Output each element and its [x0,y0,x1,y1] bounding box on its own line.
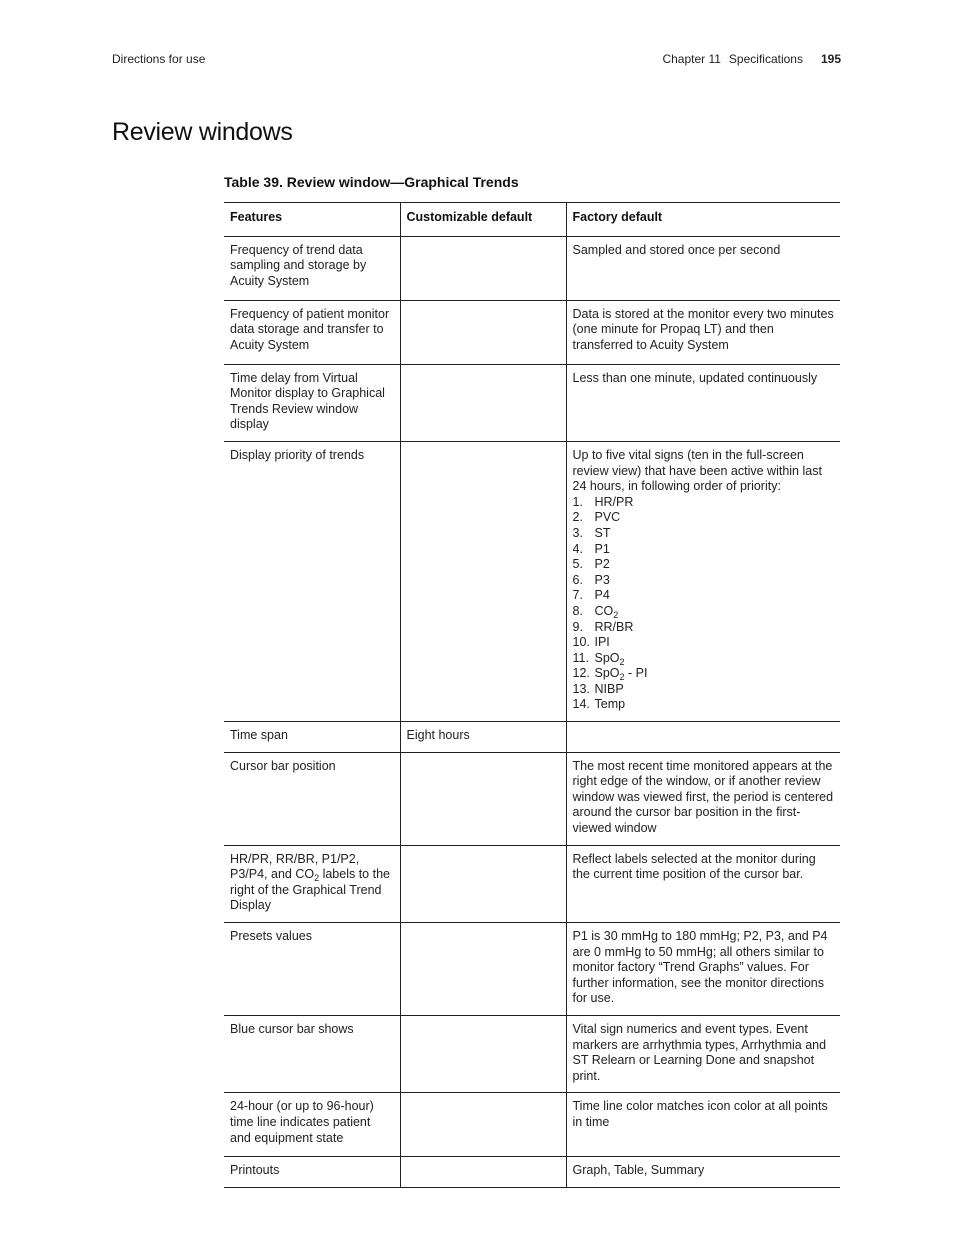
priority-list-item [573,573,835,589]
page-title: Review windows [112,118,293,146]
table-row [224,1093,840,1157]
priority-label: PVC [594,510,621,525]
table-row [224,752,840,845]
customizable-cell [400,236,566,300]
priority-list-item [573,697,835,713]
priority-label: ST [594,525,611,540]
priority-label: P4 [594,588,610,603]
factory-cell: The most recent time monitored appears at the right edge of the window, or if another review window was viewed first, the period is centered around the cursor bar position in the first-viewed window [566,752,840,845]
priority-list-item [573,510,835,526]
table-row [224,364,840,441]
subscript: 2 [619,656,625,667]
table-row [224,300,840,364]
factory-cell [566,441,840,721]
priority-label: P3 [594,572,610,587]
running-header-right [662,52,841,66]
priority-number: 11. [572,650,589,665]
priority-label: P2 [594,557,610,572]
factory-cell [566,722,840,753]
section-label: Specifications [728,52,803,66]
table-header-row [224,203,840,237]
priority-number: 7. [572,588,583,603]
priority-number: 8. [572,603,583,618]
column-header-features: Features [224,203,400,237]
priority-list-item [573,495,835,511]
table-row [224,845,840,922]
feature-text: HR/PR, RR/BR, P1/P2, P3/P4, and CO [230,851,360,882]
customizable-cell [400,441,566,721]
factory-cell: Time line color matches icon color at all points in time [566,1093,840,1157]
table-row [224,1015,840,1092]
table-row [224,722,840,753]
priority-number: 3. [572,525,583,540]
feature-cell: Time span [224,722,400,753]
priority-number: 10. [572,635,590,650]
subscript: 2 [613,609,619,620]
priority-label: SpO [594,650,620,665]
customizable-cell [400,845,566,922]
priority-list-item [573,588,835,604]
customizable-cell [400,300,566,364]
priority-list-item [573,604,835,620]
factory-cell: Reflect labels selected at the monitor during the current time position of the cursor bar. [566,845,840,922]
factory-cell: Less than one minute, updated continuously [566,364,840,441]
customizable-cell [400,1015,566,1092]
feature-cell: 24-hour (or up to 96-hour) time line indicates patient and equipment state [224,1093,400,1157]
column-header-customizable-default: Customizable default [400,203,566,237]
factory-cell: Data is stored at the monitor every two minutes (one minute for Propaq LT) and then transferred to Acuity System [566,300,840,364]
column-header-factory-default: Factory default [566,203,840,237]
priority-list-item [573,666,835,682]
priority-number: 4. [572,541,583,556]
priority-list [573,495,835,713]
priority-number: 1. [572,494,583,509]
priority-label: CO [594,603,614,618]
feature-cell: Presets values [224,923,400,1016]
review-window-table [224,202,840,1188]
priority-number: 9. [572,619,583,634]
priority-label: SpO [594,666,620,681]
subscript: 2 [619,672,625,683]
priority-list-item [573,635,835,651]
priority-number: 12. [572,666,590,681]
priority-list-item [573,557,835,573]
customizable-cell [400,923,566,1016]
feature-cell: Time delay from Virtual Monitor display to Graphical Trends Review window display [224,364,400,441]
priority-list-item [573,651,835,667]
priority-number: 6. [572,572,583,587]
subscript: 2 [314,873,320,884]
customizable-cell [400,1157,566,1188]
feature-cell: Blue cursor bar shows [224,1015,400,1092]
feature-cell: Frequency of trend data sampling and storage by Acuity System [224,236,400,300]
priority-number: 13. [572,681,590,696]
priority-list-item [573,526,835,542]
priority-intro: Up to five vital signs (ten in the full-screen review view) that have been active within last 24 hours, in following order of priority: [572,447,822,494]
feature-cell: Frequency of patient monitor data storage and transfer to Acuity System [224,300,400,364]
priority-suffix: - PI [624,666,648,681]
priority-number: 2. [572,510,583,525]
table-caption: Table 39. Review window—Graphical Trends [224,174,519,190]
priority-list-item [573,682,835,698]
priority-label: P1 [594,541,610,556]
factory-cell: Graph, Table, Summary [566,1157,840,1188]
customizable-cell: Eight hours [400,722,566,753]
priority-label: NIBP [594,681,624,696]
factory-cell: Sampled and stored once per second [566,236,840,300]
feature-cell [224,845,400,922]
customizable-cell [400,1093,566,1157]
priority-label: Temp [594,697,626,712]
table-row [224,1157,840,1188]
priority-label: HR/PR [594,494,634,509]
feature-text: labels to the right of the Graphical Trend Display [230,867,390,913]
priority-number: 14. [572,697,590,712]
customizable-cell [400,752,566,845]
priority-number: 5. [572,557,583,572]
factory-cell: P1 is 30 mmHg to 180 mmHg; P2, P3, and P4 are 0 mmHg to 50 mmHg; all others similar to monitor factory “Trend Graphs” values. For further information, see the monitor directions for use. [566,923,840,1016]
table-row [224,923,840,1016]
priority-label: IPI [594,635,610,650]
priority-label: RR/BR [594,619,634,634]
feature-cell: Printouts [224,1157,400,1188]
page-number: 195 [820,52,841,66]
customizable-cell [400,364,566,441]
feature-cell: Display priority of trends [224,441,400,721]
factory-cell: Vital sign numerics and event types. Event markers are arrhythmia types, Arrhythmia and ST Relearn or Learning Done and snapshot print. [566,1015,840,1092]
priority-list-item [573,620,835,636]
priority-list-item [573,542,835,558]
feature-cell: Cursor bar position [224,752,400,845]
running-header-left: Directions for use [112,52,206,66]
chapter-label: Chapter 11 [662,52,721,66]
table-row [224,236,840,300]
table-row [224,441,840,721]
